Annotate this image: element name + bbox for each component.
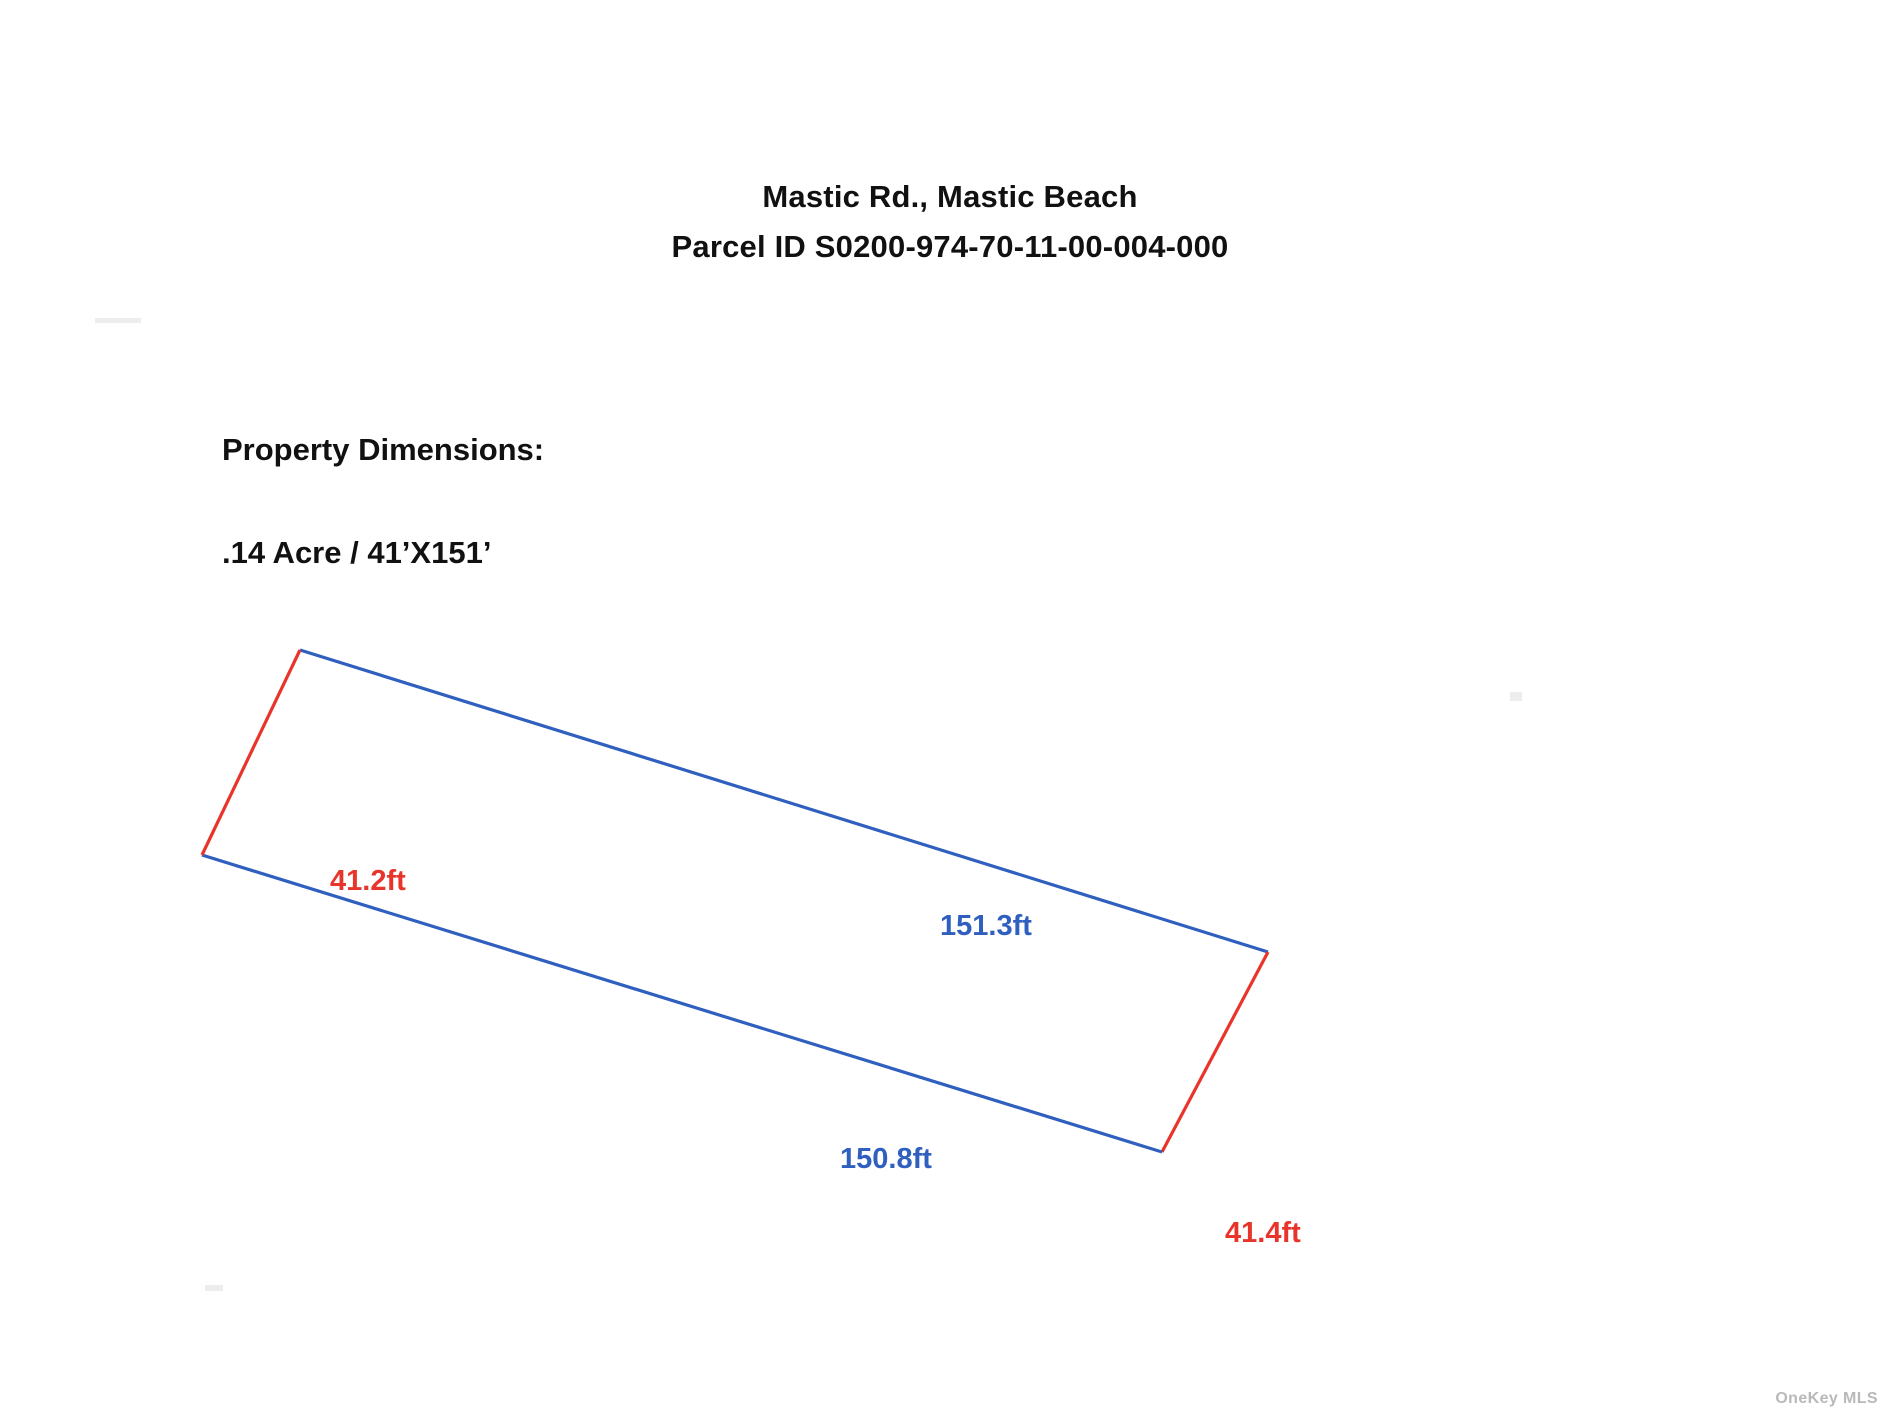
top-side-line [300,650,1268,952]
parcel-outline-svg [150,640,1700,1320]
parcel-diagram [150,640,1700,1320]
page-title: Mastic Rd., Mastic Beach [762,179,1138,214]
bottom-side-length-label: 150.8ft [840,1143,932,1175]
left-side-line [202,650,300,855]
right-side-line [1162,952,1268,1152]
right-side-length-label: 41.4ft [1225,1217,1301,1249]
parcel-id: Parcel ID S0200-974-70-11-00-004-000 [671,229,1229,264]
property-dimensions-value: .14 Acre / 41’X151’ [222,535,492,570]
left-side-length-label: 41.2ft [330,865,406,897]
bottom-side-line [202,855,1162,1152]
watermark-label: OneKey MLS [1775,1390,1878,1407]
document-title-block [0,172,1900,272]
property-dimensions-heading: Property Dimensions: [222,432,545,467]
top-side-length-label: 151.3ft [940,910,1032,942]
scan-artifact [95,318,141,323]
scan-artifact [1510,692,1522,701]
scan-artifact [205,1285,223,1291]
